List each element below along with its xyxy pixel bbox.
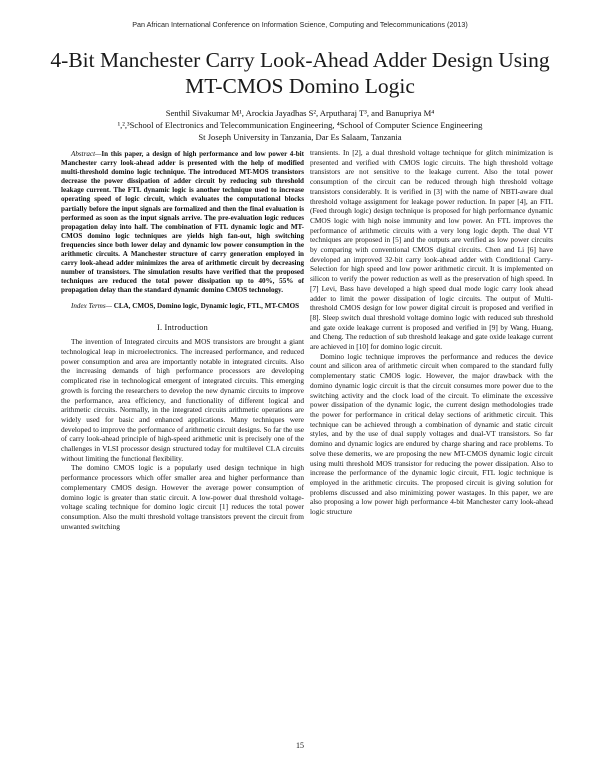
intro-paragraph-4: Domino logic technique improves the performance and reduces the device count and silicon area of arithmetic circuit when compared to the standard fully complementary static CMOS logic. However, the major drawback with the domino dynamic logic circuit is that the circuit consumes more power due to the switching activity and the clock load of the circuit. To eliminate the excessive power dissipation of the dynamic logic, the current design methodologies trade the power for performance in critical delay sections of arithmetic circuit. This technique can be achieved through a combination of dynamic and static circuit styles, and by the use of dual supply voltages and dual-VT transistors. So far domino and dynamic logics are endured by charge sharing and race problems. To solve these demerits, we are proposing the new MT-CMOS dynamic logic circuit using multi threshold MOS transistor for reducing the power dissipation. Also to increase the performance of the dynamic logic circuit, FTL logic technique is employed in the arithmetic circuits. The proposed circuit is giving solution for problems discussed and also minimizing power wastages. In this paper, we are also proposing a low power high performance 4-bit Manchester carry look-ahead logic structure [310, 351, 553, 517]
paper-title: 4-Bit Manchester Carry Look-Ahead Adder Design Using MT-CMOS Domino Logic [50, 48, 550, 98]
affiliation-line-2: St Joseph University in Tanzania, Dar Es Salaam, Tanzania [198, 132, 402, 142]
conference-header: Pan African International Conference on Information Science, Computing and Telecommunications (2013) [132, 20, 468, 29]
section-heading-introduction: I. Introduction [157, 322, 208, 332]
abstract-label: Abstract— [71, 150, 102, 158]
index-terms [61, 302, 304, 311]
intro-paragraph-3: transients. In [2], a dual threshold voltage technique for glitch minimization is presented and verified with CMOS logic circuits. The high threshold voltage transistors are not sensitive to the leakage current. Also the total power consumption of the circuit can be reduced through high threshold voltage transistors considerably. It is verified in [3] with the name of NBTI-aware dual threshold voltage assignment for leakage power reduction. In paper [4], an FTL (Feed through logic) design technique is proposed for high performance dynamic CMOS logic with high noise immunity and low power. An FTL improves the performance of arithmetic circuits with a very long logic depth. The dual VT techniques are proposed in [5] and the outputs are verified as low power circuits by comparing with conventional CMOS digital circuits. Chen and Li [6] have developed an improved 32-bit carry look-ahead adder with Conditional Carry-Selection for high speed and low power arithmetic circuit. It is implemented on silicon to verify the power reduction as well as the preservation of high speed. In [7] Levi, Bass have developed a high speed dual mode logic carry look ahead adder to limit the power dissipation of logic circuits. The output of Multi-threshold CMOS design for low power digital circuit is proposed and verified in [8]. Sleep switch dual threshold voltage domino logic with reduced sub threshold and gate oxide leakage current is proposed and verified in [9] by Wang, Huang, and Cheng. The reduction of sub threshold leakage and gate oxide leakage current are achieved in [10] for domino logic circuit. [310, 148, 553, 352]
author-list: Senthil Sivakumar M¹, Arockia Jayadhas S², Arputharaj T³, and Banupriya M⁴ [165, 108, 435, 118]
intro-paragraph-1: The invention of Integrated circuits and MOS transistors are brought a giant technological leap in microelectronics. The increased performance, and reduced power consumption and area are importantly notable in integrated circuits. Also the increasing demands of high performance processors are developing complicated rise in technological emergent of integrated circuits. This emerging growth is forcing the researchers to develop the new dynamic circuits to improve the performance, area efficiency, and functionality of different logical and arithmetic circuits. Normally, in the integrated circuits arithmetic operations are widely used for basic and enhanced applications. Many techniques were developed to improve the performance of arithmetic circuit designs. So far the use of carry look-ahead principle of high-speed arithmetic unit is precisely one of the challenges in VLSI processor design structured today for multilevel CLA circuits without limiting the functional flexibility. [61, 337, 304, 463]
index-terms-text: CLA, CMOS, Domino logic, Dynamic logic, FTL, MT-CMOS [111, 301, 300, 310]
affiliation-line-1: ¹,²,³School of Electronics and Telecommunication Engineering, ⁴School of Computer Science Engineering [117, 120, 483, 130]
left-column [61, 150, 304, 531]
abstract-text: In this paper, a design of high performance and low power 4-bit Manchester carry look-ahead adder is presented with the help of modified multi-threshold domino logic technique. The introduced MT-MOS transistors decrease the power dissipation of adder circuit by reducing sub threshold leakage current. The FTL dynamic logic is another technique used to increase operating speed of logic circuit, which evaluates the computational blocks partially before the input signals are formalized and then the final evaluation is performed as soon as the input signals arrive. The pre-evaluation logic reduces propagation delay into half. The combination of FTL dynamic logic and MT-CMOS domino logic techniques are yields high fan-out, high switching frequencies since both lower delay and dynamic low power consumption in the arithmetic circuits. A Manchester structure of carry generation employed in carry look-ahead adder minimizes the area of arithmetic circuit by decreasing number of transistors. The simulation results have verified that the proposed techniques are reduced the total power dissipation up to 40%, 55% of propagation delay than the standard dynamic domino CMOS technology. [61, 150, 304, 295]
page-number: 15 [296, 741, 304, 750]
intro-paragraph-2: The domino CMOS logic is a popularly used design technique in high performance processors which offer smaller area and higher performance than complementary CMOS design. However the average power consumption of domino logic is greater than static circuit. A low-power dual threshold voltage-voltage scaling technique for domino logic circuit [1] reduces the total power consumption. Also the multi threshold voltage transistors prevent the circuit from unwanted switching [61, 463, 304, 531]
abstract [61, 150, 304, 296]
right-column [310, 148, 553, 517]
index-terms-label: Index Terms— [71, 301, 112, 310]
